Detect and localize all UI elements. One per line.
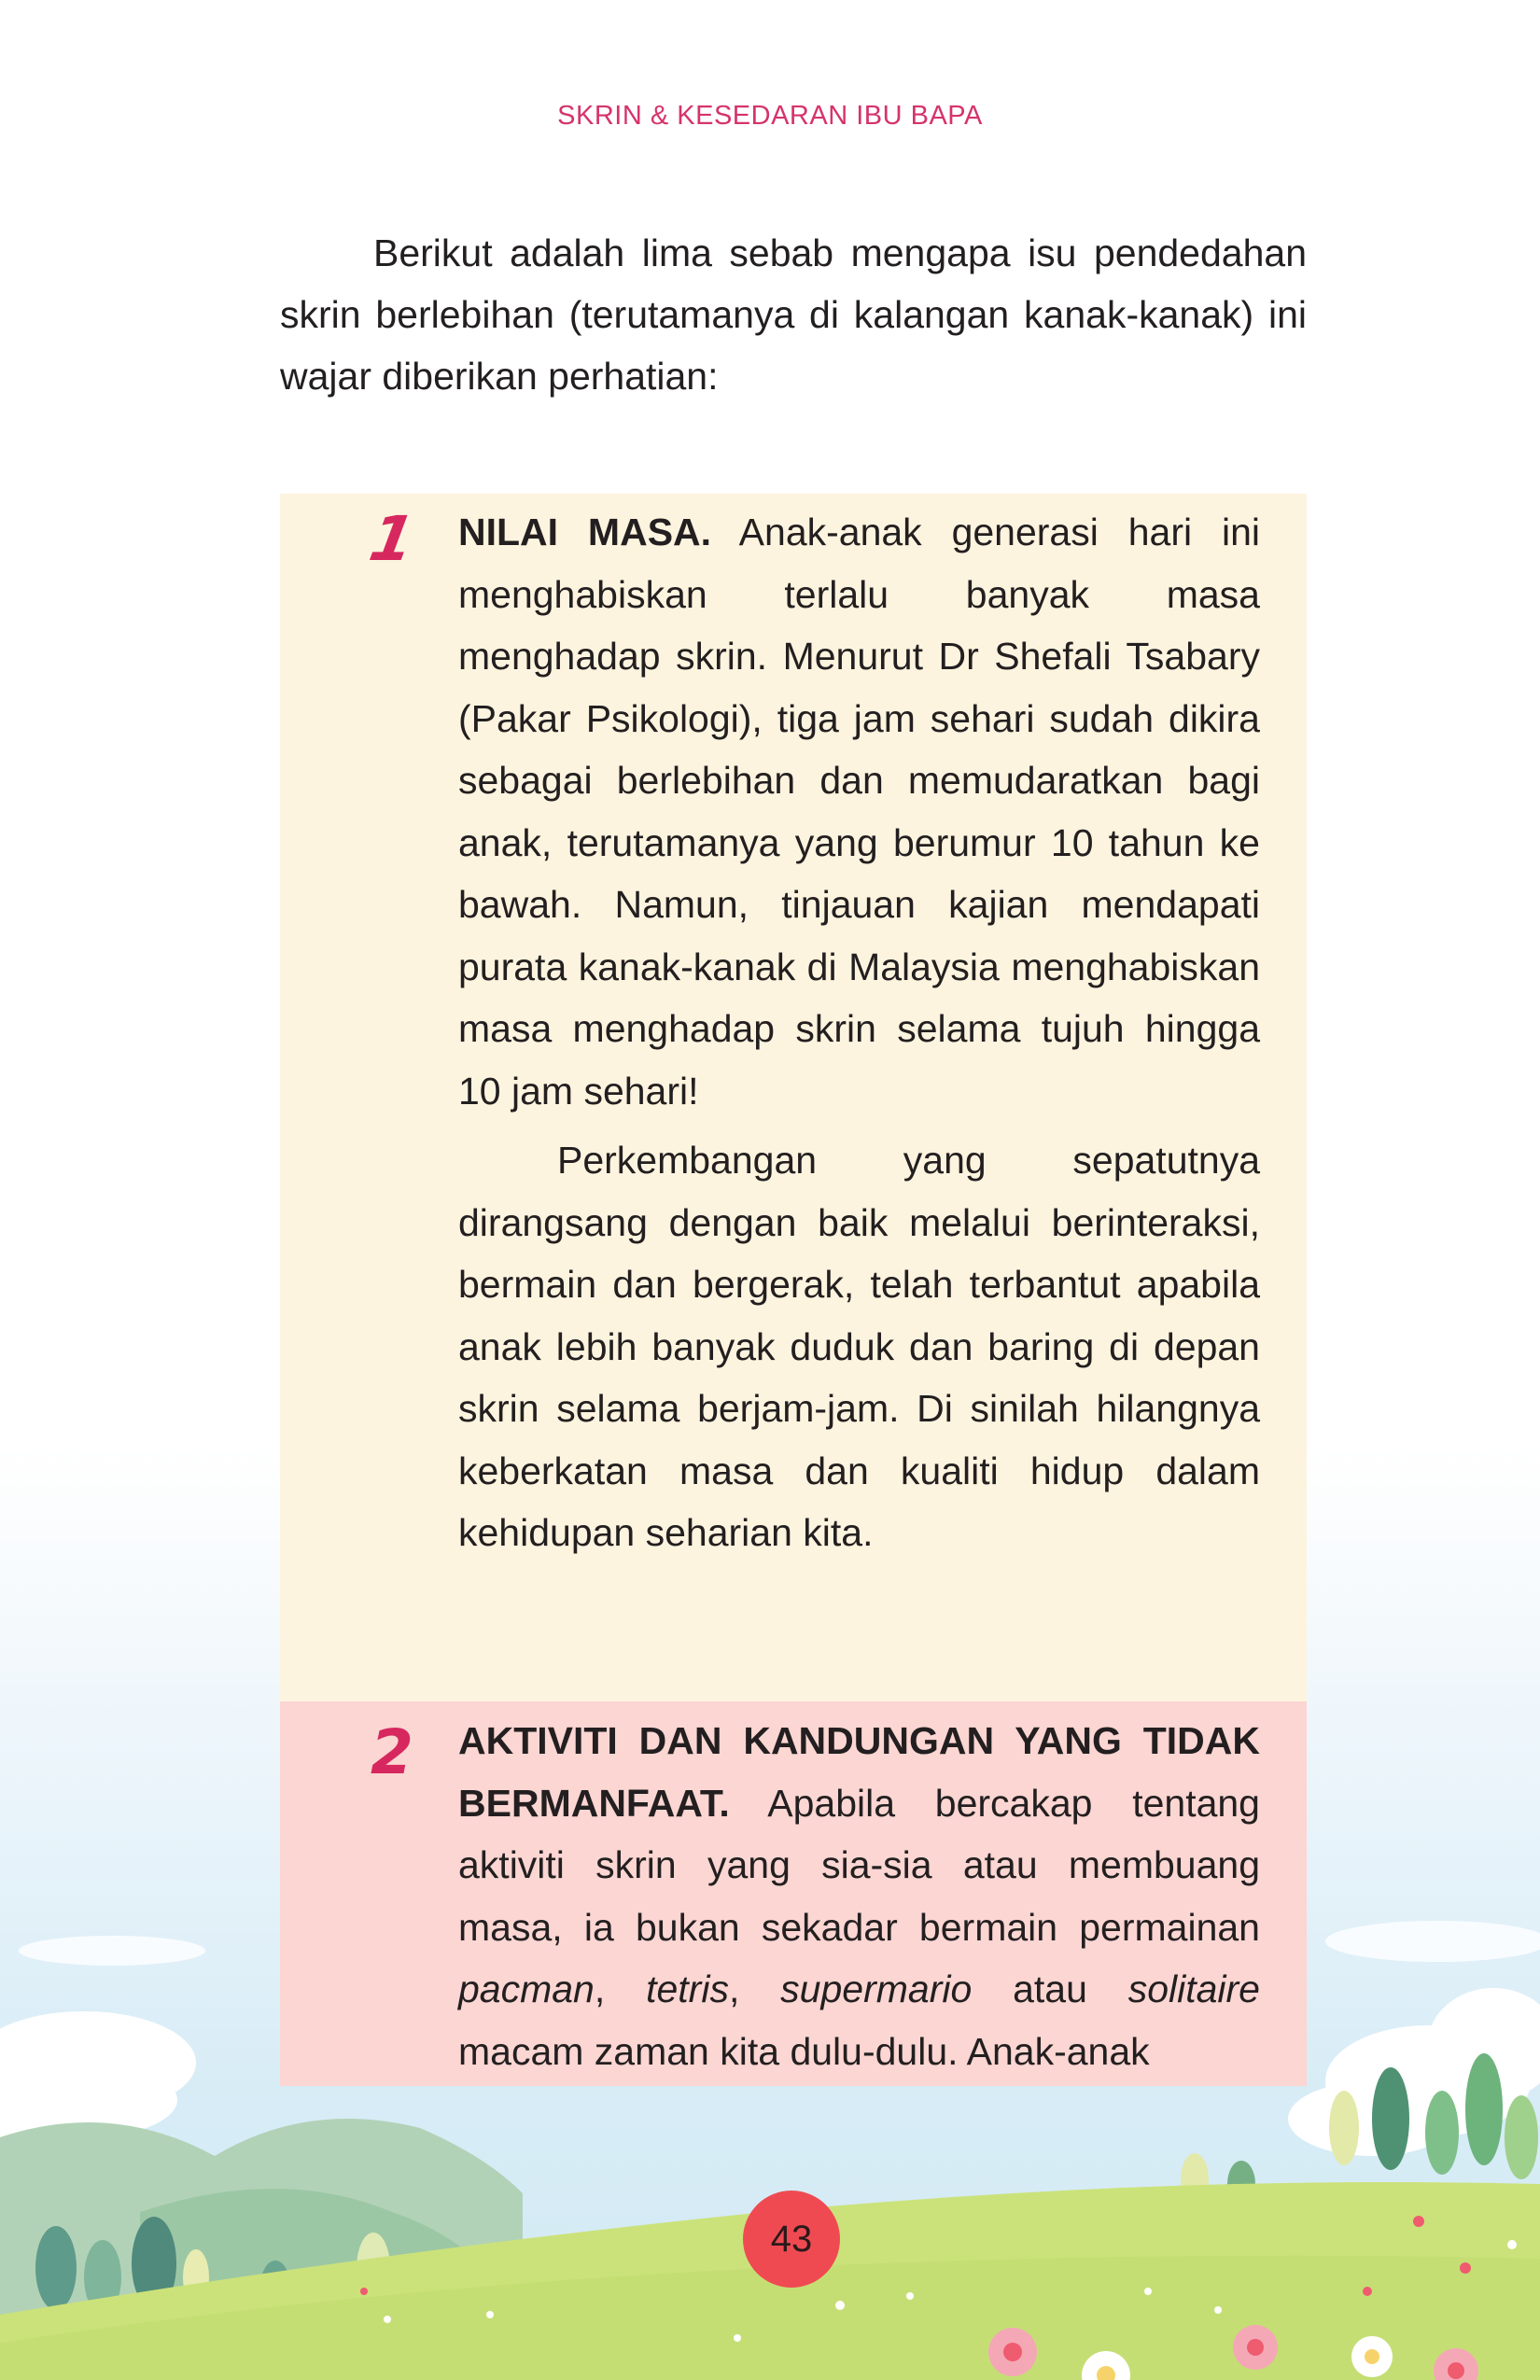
game-pacman: pacman xyxy=(458,1967,595,2010)
game-tetris: tetris xyxy=(646,1967,729,2010)
game-solitaire: solitaire xyxy=(1127,1967,1260,2010)
reason-2-text-a: Apabila bercakap tentang aktiviti skrin yang sia-sia atau membuang masa, ia bukan sekadar bermain permainan xyxy=(458,1781,1260,1949)
intro-paragraph xyxy=(280,222,1307,407)
reason-box-1 xyxy=(280,494,1307,1701)
reason-1-text: Anak-anak generasi hari ini menghabiskan terlalu banyak masa menghadap skrin. Menurut Dr Shefali Tsabary (Pakar Psikologi), tiga jam sehari sudah dikira sebagai berlebihan dan memudaratkan bagi anak, terutamanya yang berumur 10 tahun ke bawah. Namun, tinjauan kajian mendapati purata kanak-kanak di Malaysia menghabiskan masa menghadap skrin selama tujuh hingga 10 jam sehari! xyxy=(458,511,1260,1113)
intro-text: Berikut adalah lima sebab mengapa isu pendedahan skrin berlebihan (terutamanya di kalangan kanak-kanak) ini wajar diberikan perhatian: xyxy=(280,231,1307,398)
page-number-badge: 43 xyxy=(743,2191,840,2288)
reason-1-paragraph-2: Perkembangan yang sepatutnya dirangsang dengan baik melalui berinteraksi, bermain dan bergerak, telah terbantut apabila anak lebih banyak duduk dan baring di depan skrin selama berjam-jam. Di sinilah hilangnya keberkatan masa dan kualiti hidup dalam kehidupan seharian kita. xyxy=(458,1139,1260,1554)
reason-1-heading: NILAI MASA. xyxy=(458,511,712,553)
game-supermario: supermario xyxy=(780,1967,973,2010)
reason-2-text-b: macam zaman kita dulu-dulu. Anak-anak xyxy=(458,2029,1150,2073)
reason-2-heading: AKTIVITI DAN KANDUNGAN YANG TIDAK BERMANFAAT. xyxy=(458,1719,1260,1825)
reason-box-2 xyxy=(280,1701,1307,2086)
reason-1-paragraph-1 xyxy=(458,501,1260,1122)
separator: atau xyxy=(972,1967,1128,2010)
running-head: SKRIN & KESEDARAN IBU BAPA xyxy=(557,101,983,131)
reason-number-2: 2 xyxy=(371,1716,413,1788)
reason-number-1: 1 xyxy=(364,503,420,575)
separator: , xyxy=(594,1967,647,2010)
separator: , xyxy=(728,1967,781,2010)
reason-2-paragraph-1 xyxy=(458,1710,1260,2082)
